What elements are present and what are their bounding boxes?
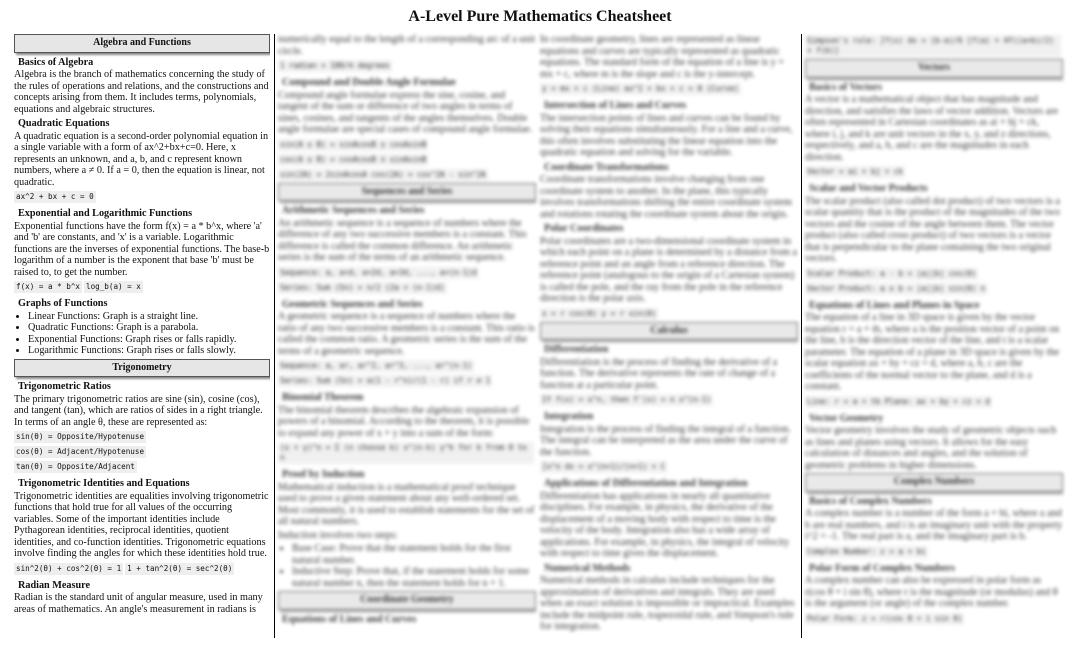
- section-heading-coordinate-geometry: Coordinate Geometry: [278, 591, 536, 610]
- subheading-binomial: Binomial Theorem: [282, 392, 364, 403]
- paragraph: Exponential functions have the form f(x) = a * b^x, where 'a' and 'b' are constants, and 'x' is a variable. Logarithmic functions are the inverses of exponential functions. The base-b logarithm of a number is the exponent that base 'b' must be raised to, to get the number.: [14, 220, 270, 278]
- induction-steps-list: [278, 543, 536, 589]
- code-snippet: Vector Product: a x b = |a||b| sin(θ) n: [807, 283, 986, 293]
- paragraph: Integration is the process of finding the integral of a function. The integral can be interpreted as the area under the curve of the function.: [540, 423, 791, 458]
- paragraph: Coordinate transformations involve changing from one coordinate system to another. In the plane, this typically involves transformations shifting the entire coordinate system and rotations rotating the coordinate system about the origin.: [540, 174, 792, 220]
- paragraph: Radian is the standard unit of angular measure, used in many areas of mathematics. An angle's measurement in radians is: [14, 592, 263, 615]
- subheading-numerical-methods: Numerical Methods: [544, 562, 631, 574]
- section-heading-algebra: Algebra and Functions: [14, 34, 270, 53]
- subheading-applications: Applications of Differentiation and Integration: [544, 478, 748, 489]
- list-item: • Exponential Functions: Graph rises or falls rapidly.: [28, 334, 270, 346]
- code-snippet: f(x) = a * b^x: [16, 282, 81, 291]
- list-item: • Quadratic Functions: Graph is a parabola.: [28, 322, 270, 334]
- page-title: A-Level Pure Mathematics Cheatsheet: [408, 8, 672, 25]
- column-3: [540, 34, 798, 638]
- code-snippet: Sequence: a, ar, ar^2, ar^3, ..., ar^(n-1): [280, 361, 473, 370]
- paragraph: Numerical methods in calculus include techniques for the approximation of derivatives and integrals. They are used when an exact solution is impossible or impractical. Examples include the midpoint rule, trapezoidal rule, and Simpson's rule for integration.: [540, 575, 795, 632]
- subheading-differentiation: Differentiation: [544, 344, 609, 355]
- subheading-intersection: Intersection of Lines and Curves: [544, 100, 687, 111]
- paragraph: numerically equal to the length of a corresponding arc of a unit circle.: [278, 34, 536, 57]
- code-snippet: 1 + tan^2(θ) = sec^2(θ): [127, 563, 233, 573]
- subheading-basics-of-vectors: Basics of Vectors: [809, 81, 883, 93]
- subheading-radian-measure: Radian Measure: [18, 579, 90, 591]
- code-snippet: ax^2 + bx + c = 0: [16, 192, 94, 201]
- section-heading-vectors: Vectors: [805, 59, 1063, 78]
- subheading-quadratic-equations: Quadratic Equations: [18, 118, 110, 129]
- code-snippet: Series: Sum (Sn) = n/2 (2a + (n-1)d): [280, 282, 445, 292]
- code-snippet: cos(A ± B) = cosAcosB ∓ sinAsinB: [280, 154, 427, 164]
- code-snippet: sin(2A) = 2sinAcosA cos(2A) = cos^2A - sin^2A: [280, 169, 486, 179]
- code-snippet: y = mx + c (Line) ax^2 + bx + c = 0 (Curve): [542, 84, 739, 93]
- subheading-transformations: Coordinate Transformations: [544, 161, 669, 173]
- column-divider: [801, 34, 802, 638]
- code-snippet: x = r cos(θ) y = r sin(θ): [542, 308, 657, 318]
- paragraph: The primary trigonometric ratios are sine (sin), cosine (cos), and tangent (tan), which are ratios of sides in a right triangle. In terms of an angle θ, these are represented as:: [14, 393, 263, 428]
- paragraph: The binomial theorem describes the algebraic expansion of powers of a binomial. According to the theorem, it is possible to expand any power of x + y into a sum of the form:: [278, 404, 530, 439]
- paragraph: A geometric sequence is a sequence of numbers where the ratio of any two successive members is a constant. This ratio is called the common ratio. A geometric series is the sum of the terms of a geometric sequence.: [278, 311, 535, 357]
- subheading-basics-of-algebra: Basics of Algebra: [18, 56, 94, 68]
- code-snippet: 1 radian = 180/π degrees: [280, 61, 390, 70]
- list-item: • Inductive Step: Prove that, if the statement holds for some natural number n, then the statement holds for n + 1.: [292, 566, 536, 589]
- subheading-induction: Proof by Induction: [282, 469, 365, 480]
- paragraph: Polar coordinates are a two-dimensional coordinate system in which each point on a plane is determined by a distance from a reference point and an angle from a reference direction. The reference point (analogous to the origin of a Cartesian system) is called the pole, and the ray from the pole in the reference direction is the polar axis.: [540, 235, 797, 304]
- subheading-lines-curves: Equations of Lines and Curves: [282, 613, 417, 625]
- graphs-list: [14, 311, 270, 357]
- section-heading-calculus: Calculus: [540, 322, 798, 341]
- subheading-scalar-vector-products: Scalar and Vector Products: [809, 183, 928, 194]
- subheading-vector-geometry: Vector Geometry: [809, 412, 884, 424]
- section-heading-trigonometry: Trigonometry: [14, 359, 270, 378]
- subheading-integration: Integration: [544, 411, 594, 422]
- list-item: • Logarithmic Functions: Graph rises or falls slowly.: [28, 345, 270, 357]
- paragraph: Differentiation is the process of finding the derivative of a function. The derivative represents the rate of change of a function at a particular point.: [540, 356, 778, 391]
- paragraph: Vector geometry involves the study of geometric objects such as lines and planes using vectors. It allows for the easy calculation of distances and angles, and the solution of geometric problems in higher dimensions.: [805, 425, 1057, 471]
- paragraph: The intersection points of lines and curves can be found by solving their equations simultaneously. For a line and a curve, this often involves substituting the linear equation into the quadratic equation and solving for the variable.: [540, 112, 793, 158]
- section-heading-complex-numbers: Complex Numbers: [805, 473, 1063, 492]
- code-snippet: Line: r = a + tb Plane: ax + by + cz = d: [807, 396, 990, 406]
- subheading-compound-angle: Compound and Double Angle Formulae: [282, 77, 456, 88]
- column-1: [14, 34, 270, 638]
- section-heading-sequences: Sequences and Series: [278, 183, 536, 202]
- code-snippet: sin(θ) = Opposite/Hypotenuse: [16, 432, 145, 441]
- code-snippet: ∫x^n dx = x^(n+1)/(n+1) + C: [542, 462, 666, 471]
- code-snippet: tan(θ) = Opposite/Adjacent: [16, 462, 135, 471]
- paragraph: The equation of a line in 3D space is given by the vector equation r = a + tb, where a is the position vector of a point on the line, b is the direction vector of the line, and t is a scalar parameter. The equation of a plane in 3D space is given by the scalar equation ax + by + cz = d, where a, b, c are the coefficients of the normal vector to the plane, and d is a constant.: [805, 312, 1060, 392]
- subheading-graphs-of-functions: Graphs of Functions: [18, 298, 108, 309]
- paragraph: A vector is a mathematical object that has magnitude and direction, and satisfies the laws of vector addition. Vectors are often represented in Cartesian coordinates as ai + bj + ck, where i, j, and k are unit vectors in the x, y, and z directions, respectively, and a, b, and c are the magnitudes in each direction.: [805, 94, 1059, 163]
- code-snippet: Complex Number: z = a + bi: [807, 546, 926, 556]
- subheading-basics-complex: Basics of Complex Numbers: [809, 495, 932, 507]
- column-4: [805, 34, 1063, 638]
- list-item: • Base Case: Prove that the statement holds for the first natural number.: [292, 543, 536, 566]
- subheading-trigonometric-identities: Trigonometric Identities and Equations: [18, 478, 190, 489]
- paragraph: A quadratic equation is a second-order polynomial equation in a single variable with a form of ax^2+bx+c=0. Here, x represents an unknown, and a, b, and c represent known numbers, where a ≠ 0. If a = 0, then the equation is linear, not quadratic.: [14, 130, 269, 188]
- code-snippet: If f(x) = x^n, then f'(x) = n x^(n-1): [542, 395, 712, 404]
- code-snippet: Polar Form: z = r(cos θ + i sin θ): [807, 613, 963, 623]
- subheading-exponential-logarithmic: Exponential and Logarithmic Functions: [18, 208, 193, 219]
- subheading-polar-coordinates: Polar Coordinates: [544, 223, 624, 234]
- paragraph: Trigonometric identities are equalities involving trigonometric functions that hold true for all values of the occurring variables. Some of the important identities include Pythagorean identities, reciprocal identities, quotient identities, and co-function identities. Trigonometric equations involve finding the angles for which these identities hold true.: [14, 490, 269, 559]
- column-2: [278, 34, 536, 638]
- list-item: • Linear Functions: Graph is a straight line.: [28, 311, 270, 323]
- code-snippet: sin(A ± B) = sinAcosB ± cosAsinB: [280, 139, 427, 149]
- code-snippet: sin^2(θ) + cos^2(θ) = 1: [16, 563, 122, 573]
- paragraph: A complex number is a number of the form a + bi, where a and b are real numbers, and i is an imaginary unit with the property i^2 = -1. The real part is a, and the imaginary part is b.: [805, 508, 1063, 542]
- paragraph: A complex number can also be expressed in polar form as r(cos θ + i sin θ), where r is the magnitude (or modulus) and θ is the argument (or angle) of the complex number.: [805, 575, 1058, 609]
- subheading-trigonometric-ratios: Trigonometric Ratios: [18, 381, 111, 392]
- code-snippet: Series: Sum (Sn) = a(1 - r^n)/(1 - r) if r ≠ 1: [280, 376, 491, 385]
- paragraph: The scalar product (also called dot product) of two vectors is a scalar quantity that is the product of the magnitudes of the two vectors and the cosine of the angle between them. The vector product (also called cross product) of two vectors is a vector that is perpendicular to the plane containing the two original vectors.: [805, 195, 1060, 264]
- subheading-lines-planes: Equations of Lines and Planes in Space: [809, 299, 980, 311]
- paragraph: Algebra is the branch of mathematics concerning the study of the rules of operations and relations, and the constructions and concepts arising from them. It includes terms, polynomials, equations and algebraic structures.: [14, 69, 269, 115]
- code-snippet: (x + y)^n = Σ (n choose k) x^(n-k) y^k for k from 0 to n: [278, 442, 534, 464]
- code-snippet: Sequence: a, a+d, a+2d, a+3d, ..., a+(n-1)d: [280, 267, 477, 277]
- subheading-polar-form: Polar Form of Complex Numbers: [809, 562, 955, 574]
- column-divider: [274, 34, 275, 638]
- paragraph: An arithmetic sequence is a sequence of numbers where the difference of any two successive members is a constant. This difference is called the common difference. An arithmetic series is the sum of the terms of an arithmetic sequence.: [278, 217, 527, 263]
- code-snippet: cos(θ) = Adjacent/Hypotenuse: [16, 447, 145, 456]
- paragraph: In coordinate geometry, lines are represented as linear equations and curves are typically represented as quadratic equations. The standard form of the equation of a line is y = mx + c, where m is the slope and c is the y-intercept.: [540, 34, 785, 80]
- code-snippet: Vector = ai + bj + ck: [807, 167, 904, 176]
- subheading-arithmetic: Arithmetic Sequences and Series: [282, 205, 425, 216]
- subheading-geometric: Geometric Sequences and Series: [282, 298, 423, 310]
- paragraph: Mathematical induction is a mathematical proof technique used to prove a given statement about any well-ordered set. Most commonly, it is used to establish statements for the set of all natural numbers.: [278, 481, 535, 527]
- paragraph: Differentiation has applications in nearly all quantitative disciplines. For example, in physics, the derivative of the displacement of a moving body with respect to time is the velocity of the body. Integration also has a wide array of applications. For example, in physics, the integral of velocity with respect to time gives the displacement.: [540, 490, 790, 559]
- code-snippet: Simpson's rule: ∫f(x) dx ≈ (b-a)/6 [f(a) + 4f((a+b)/2) + f(b)]: [805, 35, 1061, 57]
- paragraph: Induction involves two steps:: [278, 529, 398, 541]
- code-snippet: Scalar Product: a · b = |a||b| cos(θ): [807, 268, 977, 278]
- code-snippet: log_b(a) = x: [86, 282, 141, 291]
- paragraph: Compound angle formulae express the sine, cosine, and tangent of the sum or difference of two angles in terms of sines, cosines, and tangents of the angles themselves. Double angle formulae are special cases of compound angle formulae.: [278, 89, 533, 135]
